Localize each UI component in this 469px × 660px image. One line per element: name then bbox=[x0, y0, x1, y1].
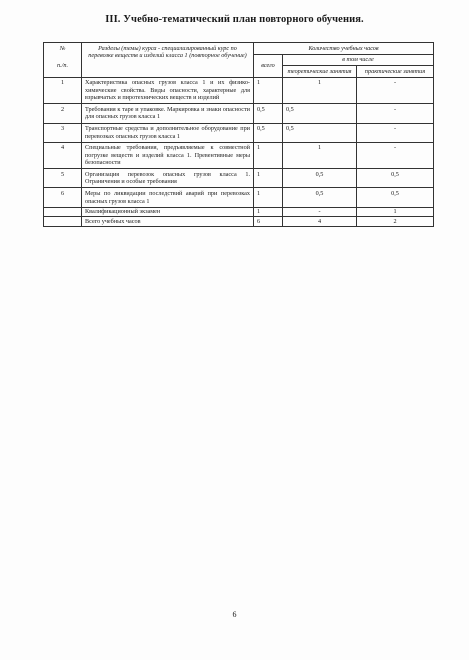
row-practice-hours: 0,5 bbox=[357, 169, 434, 188]
row-total-hours: 1 bbox=[254, 188, 283, 207]
summary-number-cell bbox=[44, 217, 82, 227]
row-topic: Специальные требования, предъявляемые к совместной погрузке веществ и изделий класса 1. Превентивные меры безопасности bbox=[82, 142, 254, 169]
row-theory-hours: 1 bbox=[283, 77, 357, 104]
header-total: всего bbox=[254, 54, 283, 77]
row-theory-hours: 0,5 bbox=[283, 169, 357, 188]
page-number: 6 bbox=[232, 610, 237, 619]
exam-total-hours: 1 bbox=[254, 207, 283, 217]
header-topic: Разделы (темы) курса - специализированный курс по перевозке веществ и изделий класса 1 (повторное обучение) bbox=[82, 43, 254, 78]
header-practice: практические занятия bbox=[357, 66, 434, 78]
header-theory: теоретические занятия bbox=[283, 66, 357, 78]
summary-theory-hours: 4 bbox=[283, 217, 357, 227]
row-total-hours: 1 bbox=[254, 169, 283, 188]
row-total-hours: 1 bbox=[254, 142, 283, 169]
row-theory-hours: 0,5 bbox=[283, 123, 357, 142]
summary-row bbox=[44, 217, 434, 227]
row-theory-hours: 0,5 bbox=[283, 104, 357, 123]
row-number: 1 bbox=[44, 77, 82, 104]
summary-topic: Всего учебных часов bbox=[82, 217, 254, 227]
header-number: № bbox=[59, 44, 66, 52]
table-header-row bbox=[44, 43, 434, 55]
row-topic: Меры по ликвидации последствий аварий при перевозках опасных грузов класса 1 bbox=[82, 188, 254, 207]
header-number-cell bbox=[44, 43, 82, 78]
row-number: 4 bbox=[44, 142, 82, 169]
table-row bbox=[44, 104, 434, 123]
table-row bbox=[44, 123, 434, 142]
document-title: III. Учебно-тематический план повторного обучения. bbox=[105, 14, 364, 25]
row-theory-hours: 0,5 bbox=[283, 188, 357, 207]
row-theory-hours: 1 bbox=[283, 142, 357, 169]
summary-practice-hours: 2 bbox=[357, 217, 434, 227]
row-practice-hours: - bbox=[357, 123, 434, 142]
curriculum-table bbox=[43, 42, 434, 227]
row-practice-hours: - bbox=[357, 77, 434, 104]
row-total-hours: 0,5 bbox=[254, 123, 283, 142]
table-row bbox=[44, 77, 434, 104]
table-row bbox=[44, 188, 434, 207]
header-including: в том числе bbox=[283, 54, 434, 66]
table-row bbox=[44, 169, 434, 188]
exam-row bbox=[44, 207, 434, 217]
row-topic: Требования к таре и упаковке. Маркировка и знаки опасности для опасных грузов класса 1 bbox=[82, 104, 254, 123]
row-topic: Организация перевозок опасных грузов класса 1. Ограничения и особые требования bbox=[82, 169, 254, 188]
row-topic: Транспортные средства и дополнительное оборудование при перевозках опасных грузов класса 1 bbox=[82, 123, 254, 142]
exam-theory-hours: - bbox=[283, 207, 357, 217]
row-practice-hours: - bbox=[357, 142, 434, 169]
header-hours: Количество учебных часов bbox=[254, 43, 434, 55]
row-number: 6 bbox=[44, 188, 82, 207]
row-practice-hours: 0,5 bbox=[357, 188, 434, 207]
header-number-sub: п./п. bbox=[56, 62, 68, 70]
exam-number-cell bbox=[44, 207, 82, 217]
row-practice-hours: - bbox=[357, 104, 434, 123]
row-total-hours: 1 bbox=[254, 77, 283, 104]
row-total-hours: 0,5 bbox=[254, 104, 283, 123]
row-number: 2 bbox=[44, 104, 82, 123]
table-row bbox=[44, 142, 434, 169]
summary-total-hours: 6 bbox=[254, 217, 283, 227]
exam-topic: Квалификационный экзамен bbox=[82, 207, 254, 217]
row-number: 3 bbox=[44, 123, 82, 142]
exam-practice-hours: 1 bbox=[357, 207, 434, 217]
row-topic: Характеристика опасных грузов класса 1 и их физико-химические свойства. Виды опасности, характерные для взрывчатых и пиротехнических веществ и изделий bbox=[82, 77, 254, 104]
row-number: 5 bbox=[44, 169, 82, 188]
